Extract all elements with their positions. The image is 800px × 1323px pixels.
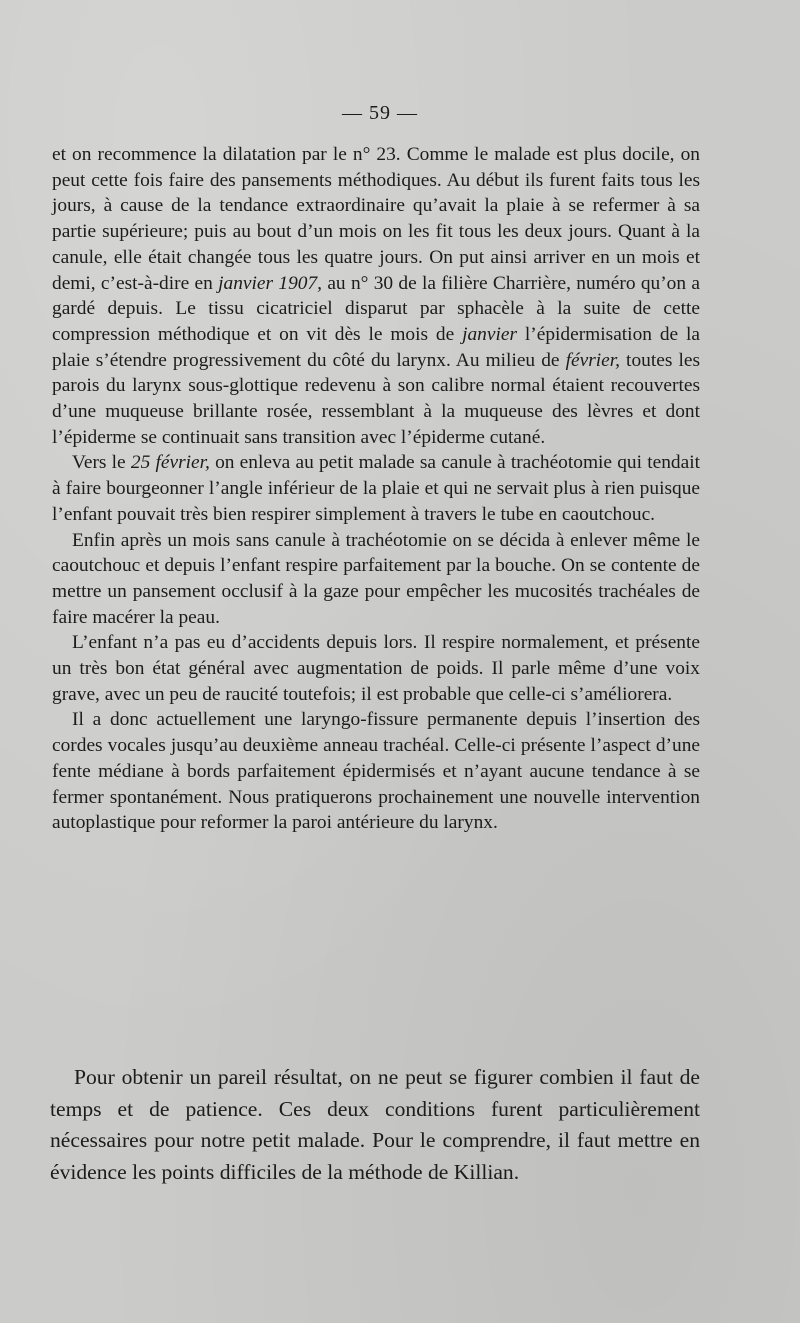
text-run: Vers le — [72, 452, 131, 474]
date-emphasis: janvier 1907, — [218, 272, 323, 294]
paragraph-dilatation — [52, 142, 700, 450]
text-run: toutes les parois du larynx sous-glottique redevenu à son calibre normal étaient recouvertes d’une muqueuse brillante rosée, ressemblant à la muqueuse des lèvres et dont l’épiderme se continuait sans transition avec l’épiderme cutané. — [52, 349, 700, 448]
text-run: au n° 30 de la filière Charrière, numéro qu’on a gardé depuis. Le tissu cicatriciel disparut par sphacèle à la suite de cette compression méthodique et on vit dès le mois de — [52, 272, 700, 345]
paragraph-canule — [52, 450, 700, 527]
paragraph-laryngo-fissure — [52, 707, 700, 836]
text-run: Il a donc actuellement une laryngo-fissure permanente depuis l’insertion des cordes vocales jusqu’au deuxième anneau trachéal. Celle-ci présente l’aspect d’une fente médiane à bords parfaitement épidermisés et n’ayant aucune tendance à se fermer spontanément. Nous pratiquerons prochainement une nouvelle intervention autoplastique pour reformer la paroi antérieure du larynx. — [52, 709, 700, 834]
paragraph-caoutchouc — [52, 528, 700, 631]
text-run: on enleva au petit malade sa canule à trachéotomie qui tendait à faire bourgeonner l’angle inférieur de la plaie et qui ne servait plus à rien puisque l’enfant pouvait très bien respirer simplement à travers le tube en caoutchouc. — [52, 452, 700, 525]
paragraph-conclusion: Pour obtenir un pareil résultat, on ne peut se figurer combien il faut de temps et de patience. Ces deux conditions furent particulièrement nécessaires pour notre petit malade. Pour le comprendre, il faut mettre en évidence les points difficiles de la méthode de Killian. — [50, 1065, 700, 1184]
date-emphasis: février, — [565, 349, 620, 371]
page-number: — 59 — — [342, 102, 418, 124]
date-emphasis: 25 février, — [130, 452, 210, 474]
date-emphasis: janvier — [462, 323, 518, 345]
text-run: Enfin après un mois sans canule à trachéotomie on se décida à enlever même le caoutchouc et depuis l’enfant respire parfaitement par la bouche. On se contente de mettre un pansement occlusif à la gaze pour empêcher les mucosités trachéales de faire macérer la peau. — [52, 529, 700, 628]
text-run: l’épidermisation de la plaie s’étendre progressivement du côté du larynx. Au milieu de — [52, 323, 700, 371]
paragraph-etat-general — [52, 630, 700, 707]
conclusion-section — [50, 1062, 700, 1188]
text-run: L’enfant n’a pas eu d’accidents depuis lors. Il respire normalement, et présente un très bon état général avec augmentation de poids. Il parle même d’une voix grave, avec un peu de raucité toutefois; il est probable que celle-ci s’améliorera. — [52, 632, 700, 705]
case-report-body — [52, 142, 700, 836]
text-run: et on recommence la dilatation par le n° 23. Comme le malade est plus docile, on peut cette fois faire des pansements méthodiques. Au début ils furent faits tous les jours, à cause de la tendance extraordinaire qu’avait la plaie à se refermer à sa partie supérieure; puis au bout d’un mois on les fit tous les deux jours. Quant à la canule, elle était changée tous les quatre jours. On put ainsi arriver en un mois et demi, c’est-à-dire en — [52, 144, 700, 294]
